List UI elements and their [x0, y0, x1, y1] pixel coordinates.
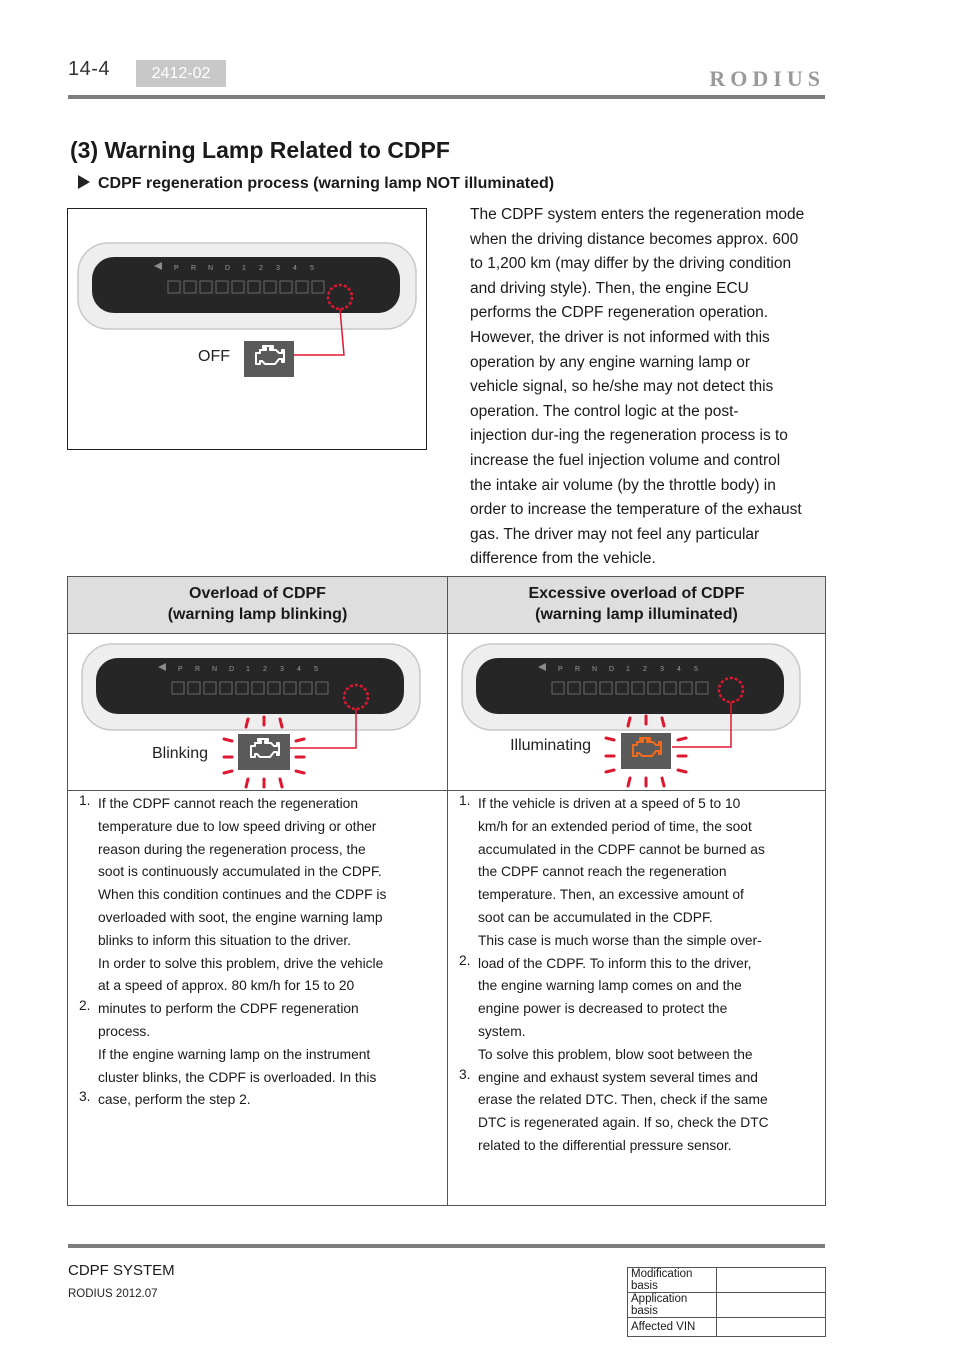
ray-mark — [662, 718, 664, 726]
excessive-steps — [478, 793, 823, 1158]
col-header-line2: (warning lamp blinking) — [167, 606, 348, 623]
meta-row — [628, 1293, 826, 1318]
gear-indicator: 5 — [694, 666, 698, 673]
gear-indicator: 5 — [314, 666, 318, 673]
figure-label-illuminating: Illuminating — [510, 737, 591, 754]
cluster-figure-illuminating — [448, 634, 825, 789]
gear-indicator: N — [212, 666, 218, 673]
footer-title: CDPF SYSTEM — [68, 1262, 175, 1279]
ray-mark — [280, 719, 282, 727]
ray-mark — [224, 771, 232, 773]
gear-indicator: 1 — [246, 666, 250, 673]
step-number: 3. — [459, 1066, 471, 1082]
figure-lamp-off — [67, 208, 427, 450]
description-paragraph — [470, 203, 830, 572]
sub-heading — [78, 175, 554, 193]
footer-rule — [68, 1244, 825, 1248]
instrument-cluster — [78, 243, 416, 329]
meta-row — [628, 1268, 826, 1293]
paragraph-line: the intake air volume (by the throttle body) in — [470, 476, 776, 494]
gear-indicator: 1 — [626, 666, 630, 673]
step-number: 2. — [459, 952, 471, 968]
sub-heading-text: CDPF regeneration process (warning lamp NOT illuminated) — [98, 175, 555, 192]
gear-indicator: 4 — [677, 666, 681, 673]
col-header-line1: Overload of CDPF — [189, 585, 326, 602]
cluster-panel — [96, 658, 404, 714]
step-line: related to the differential pressure sensor. — [478, 1137, 732, 1153]
col-header-overload — [68, 577, 447, 633]
step-line: cluster blinks, the CDPF is overloaded. In this — [98, 1069, 377, 1085]
step-line: overloaded with soot, the engine warning lamp — [98, 909, 383, 925]
paragraph-line: The CDPF system enters the regeneration mode — [470, 206, 805, 223]
revision-meta-table — [627, 1267, 826, 1337]
step-line: When this condition continues and the CDPF is — [98, 887, 387, 903]
figure-label-blinking: Blinking — [151, 745, 208, 762]
paragraph-line: difference from the vehicle. — [470, 550, 656, 568]
cluster-panel — [476, 658, 784, 714]
cluster-figure-blinking — [68, 634, 446, 789]
page-number: 14-4 — [68, 58, 111, 80]
gear-indicator: D — [609, 666, 615, 673]
cluster-panel — [92, 257, 400, 313]
step-line: at a speed of approx. 80 km/h for 15 to 20 — [98, 978, 355, 994]
ray-mark — [246, 719, 248, 727]
step-line: km/h for an extended period of time, the soot — [478, 818, 752, 834]
col-header-line1: Excessive overload of CDPF — [528, 585, 745, 602]
gear-indicator: N — [208, 265, 214, 272]
step-line: If the CDPF cannot reach the regeneration — [98, 796, 358, 811]
paragraph-line: gas. The driver may not feel any particular — [470, 525, 760, 543]
step-line: engine power is decreased to protect the — [478, 1001, 728, 1017]
step-line: minutes to perform the CDPF regeneration — [98, 1001, 359, 1017]
step-number: 3. — [79, 1089, 91, 1105]
step-number: 1. — [79, 793, 91, 808]
step-line: If the engine warning lamp on the instrument — [98, 1046, 371, 1062]
ray-mark — [606, 738, 614, 740]
gear-indicator: D — [229, 666, 235, 673]
step-line: load of the CDPF. To inform this to the driver, — [478, 955, 752, 971]
meta-value — [717, 1293, 826, 1318]
step-line: soot is continuously accumulated in the CDPF. — [98, 864, 382, 880]
meta-label: Affected VIN — [628, 1318, 717, 1337]
brand-logo: RODIUS — [709, 66, 825, 91]
step-line: To solve this problem, blow soot between the — [478, 1046, 753, 1062]
paragraph-line: performs the CDPF regeneration operation. — [470, 304, 769, 322]
ray-mark — [246, 779, 248, 787]
step-line: soot can be accumulated in the CDPF. — [478, 909, 713, 925]
paragraph-line: order to increase the temperature of the exhaust — [470, 501, 802, 519]
paragraph-line: vehicle signal, so he/she may not detect this — [470, 378, 774, 396]
gear-indicator: 3 — [276, 265, 280, 272]
meta-label: Application basis — [628, 1293, 717, 1318]
instrument-cluster — [82, 644, 420, 730]
ray-mark — [224, 739, 232, 741]
ray-mark — [628, 778, 630, 786]
cluster-figure-off — [68, 209, 425, 448]
step-number: 1. — [459, 793, 471, 808]
meta-row — [628, 1318, 826, 1337]
gear-indicator: R — [191, 265, 197, 272]
paragraph-line: and driving style). Then, the engine ECU — [470, 279, 749, 297]
table-divider-h2 — [68, 790, 825, 791]
paragraph-line: when the driving distance becomes approx. 600 — [470, 230, 799, 248]
col-header-excessive — [448, 577, 825, 633]
step-line: This case is much worse than the simple over- — [478, 932, 762, 948]
step-line: erase the related DTC. Then, check if the same — [478, 1092, 768, 1108]
gear-indicator: P — [558, 666, 563, 673]
footer-subtitle: RODIUS 2012.07 — [68, 1288, 158, 1300]
gear-indicator: R — [195, 666, 201, 673]
gear-indicator: P — [178, 666, 183, 673]
step-line: process. — [98, 1023, 151, 1039]
ray-mark — [678, 770, 686, 772]
step-line: temperature. Then, an excessive amount of — [478, 887, 744, 903]
warning-lamp-table — [67, 576, 826, 1206]
paragraph-line: operation by any engine warning lamp or — [470, 353, 751, 371]
paragraph-line: to 1,200 km (may differ by the driving condition — [470, 255, 792, 273]
gear-indicator: R — [575, 666, 581, 673]
paragraph-line: increase the fuel injection volume and control — [470, 451, 781, 469]
gear-indicator: D — [225, 265, 231, 272]
ray-mark — [606, 770, 614, 772]
meta-label: Modification basis — [628, 1268, 717, 1293]
gear-indicator: N — [592, 666, 598, 673]
step-line: DTC is regenerated again. If so, check the DTC — [478, 1115, 769, 1131]
gear-indicator: 1 — [242, 265, 246, 272]
ray-mark — [628, 718, 630, 726]
header-rule — [68, 95, 825, 99]
ray-mark — [280, 779, 282, 787]
section-title: (3) Warning Lamp Related to CDPF — [70, 137, 450, 163]
ray-mark — [296, 739, 304, 741]
step-number: 2. — [79, 998, 91, 1014]
step-line: the CDPF cannot reach the regeneration — [478, 864, 727, 880]
gear-indicator: 2 — [643, 666, 647, 673]
col-header-line2: (warning lamp illuminated) — [535, 606, 738, 623]
step-line: In order to solve this problem, drive the vehicle — [98, 955, 384, 971]
revision-badge: 2412-02 — [136, 60, 226, 87]
paragraph-line: injection dur-ing the regeneration process is to — [470, 427, 788, 445]
gear-indicator: P — [174, 265, 179, 272]
gear-indicator: 3 — [660, 666, 664, 673]
ray-mark — [296, 771, 304, 773]
ray-mark — [662, 778, 664, 786]
step-line: If the vehicle is driven at a speed of 5 to 10 — [478, 796, 741, 811]
gear-indicator: 4 — [297, 666, 301, 673]
triangle-bullet-icon — [78, 175, 90, 189]
figure-label-off: OFF — [198, 348, 230, 365]
meta-value — [717, 1318, 826, 1337]
paragraph-line: However, the driver is not informed with this — [470, 328, 770, 346]
step-line: reason during the regeneration process, the — [98, 841, 366, 857]
step-line: blinks to inform this situation to the driver. — [98, 932, 352, 948]
gear-indicator: 2 — [259, 265, 263, 272]
gear-indicator: 4 — [293, 265, 297, 272]
step-line: system. — [478, 1023, 526, 1039]
overload-steps — [98, 793, 443, 1112]
step-line: engine and exhaust system several times and — [478, 1069, 758, 1085]
ray-mark — [678, 738, 686, 740]
step-line: accumulated in the CDPF cannot be burned as — [478, 841, 765, 857]
gear-indicator: 5 — [310, 265, 314, 272]
meta-value — [717, 1268, 826, 1293]
gear-indicator: 2 — [263, 666, 267, 673]
step-line: temperature due to low speed driving or other — [98, 818, 377, 834]
step-line: case, perform the step 2. — [98, 1092, 251, 1108]
gear-indicator: 3 — [280, 666, 284, 673]
step-line: the engine warning lamp comes on and the — [478, 978, 742, 994]
paragraph-line: operation. The control logic at the post- — [470, 402, 739, 420]
